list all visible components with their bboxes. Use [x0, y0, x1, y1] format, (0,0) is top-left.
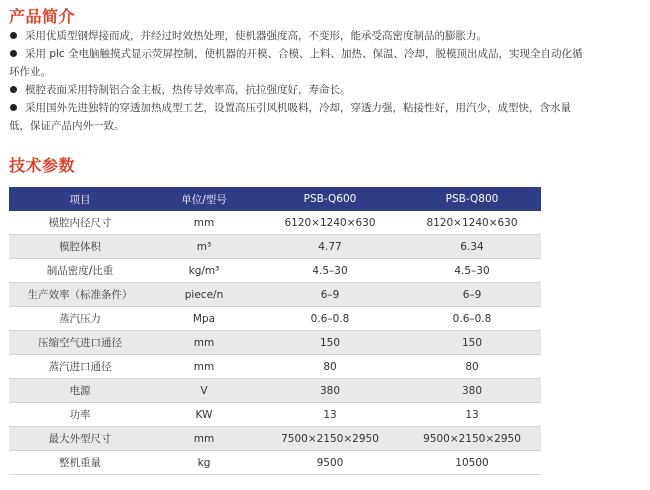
cell-unit: mm	[151, 355, 257, 379]
cell-q600: 0.6–0.8	[257, 307, 403, 331]
spec-table	[9, 187, 541, 475]
header-model-q600: PSB-Q600	[257, 187, 403, 211]
cell-unit: m³	[151, 235, 257, 259]
cell-q600: 6120×1240×630	[257, 211, 403, 235]
cell-item: 生产效率（标准条件）	[9, 283, 151, 307]
cell-q600: 13	[257, 403, 403, 427]
cell-q800: 150	[403, 331, 541, 355]
spec-table-body	[9, 211, 541, 475]
table-row	[9, 235, 541, 259]
table-row	[9, 259, 541, 283]
cell-item: 模腔内径尺寸	[9, 211, 151, 235]
intro-bullet-text: 采用 plc 全电脑触摸式显示荧屏控制，使机器的开模、合模、上料、加热、保温、冷却，脱模顶出成品，实现全自动化循	[25, 48, 583, 60]
product-intro-title: 产品简介	[9, 7, 76, 26]
cell-q800: 9500×2150×2950	[403, 427, 541, 451]
intro-bullet-text: 采用优质型钢焊接而成，并经过时效热处理，使机器强度高，不变形，能承受高密度制品的膨胀力。	[25, 30, 487, 42]
intro-bullet-text: 采用国外先进独特的穿透加热成型工艺，设置高压引风机吸料，冷却，穿透力强，粘接性好，用汽少，成型快，含水量	[25, 102, 571, 114]
cell-unit: Mpa	[151, 307, 257, 331]
cell-q600: 380	[257, 379, 403, 403]
intro-bullet	[9, 81, 641, 99]
cell-q600: 7500×2150×2950	[257, 427, 403, 451]
spec-table-header	[9, 187, 541, 211]
cell-item: 压缩空气进口通径	[9, 331, 151, 355]
tech-specs-title: 技术参数	[9, 156, 76, 175]
cell-unit: kg	[151, 451, 257, 475]
header-unit: 单位/型号	[151, 187, 257, 211]
cell-unit: piece/n	[151, 283, 257, 307]
table-row	[9, 355, 541, 379]
bullet-dot-icon	[10, 86, 17, 93]
table-row	[9, 427, 541, 451]
cell-q600: 4.77	[257, 235, 403, 259]
cell-unit: mm	[151, 331, 257, 355]
intro-bullet-continuation: 低，保证产品内外一致。	[9, 120, 125, 132]
cell-q800: 0.6–0.8	[403, 307, 541, 331]
header-item: 项目	[9, 187, 151, 211]
cell-q800: 13	[403, 403, 541, 427]
cell-q800: 4.5–30	[403, 259, 541, 283]
table-row	[9, 451, 541, 475]
cell-item: 蒸汽压力	[9, 307, 151, 331]
table-row	[9, 403, 541, 427]
header-model-q800: PSB-Q800	[403, 187, 541, 211]
bullet-dot-icon	[10, 50, 17, 57]
cell-item: 蒸汽进口通径	[9, 355, 151, 379]
cell-unit: mm	[151, 427, 257, 451]
intro-bullet	[9, 27, 641, 45]
cell-q800: 10500	[403, 451, 541, 475]
cell-item: 功率	[9, 403, 151, 427]
table-row	[9, 307, 541, 331]
cell-q800: 6.34	[403, 235, 541, 259]
cell-q800: 6–9	[403, 283, 541, 307]
cell-item: 最大外型尺寸	[9, 427, 151, 451]
bullet-dot-icon	[10, 104, 17, 111]
cell-item: 电源	[9, 379, 151, 403]
cell-q600: 4.5–30	[257, 259, 403, 283]
cell-q600: 80	[257, 355, 403, 379]
table-row	[9, 211, 541, 235]
bullet-dot-icon	[10, 32, 17, 39]
product-intro-list	[9, 27, 641, 135]
table-row	[9, 331, 541, 355]
intro-bullet	[9, 45, 641, 81]
cell-q600: 9500	[257, 451, 403, 475]
cell-q600: 150	[257, 331, 403, 355]
cell-q600: 6–9	[257, 283, 403, 307]
cell-q800: 380	[403, 379, 541, 403]
cell-unit: kg/m³	[151, 259, 257, 283]
table-row	[9, 283, 541, 307]
cell-item: 整机重量	[9, 451, 151, 475]
table-row	[9, 379, 541, 403]
intro-bullet-continuation: 环作业。	[9, 66, 51, 78]
cell-unit: mm	[151, 211, 257, 235]
cell-q800: 8120×1240×630	[403, 211, 541, 235]
cell-q800: 80	[403, 355, 541, 379]
intro-bullet	[9, 99, 641, 135]
cell-unit: KW	[151, 403, 257, 427]
cell-unit: V	[151, 379, 257, 403]
cell-item: 制品密度/比重	[9, 259, 151, 283]
intro-bullet-text: 模腔表面采用特制铝合金主板，热传导效率高，抗拉强度好，寿命长。	[25, 84, 351, 96]
cell-item: 模腔体积	[9, 235, 151, 259]
